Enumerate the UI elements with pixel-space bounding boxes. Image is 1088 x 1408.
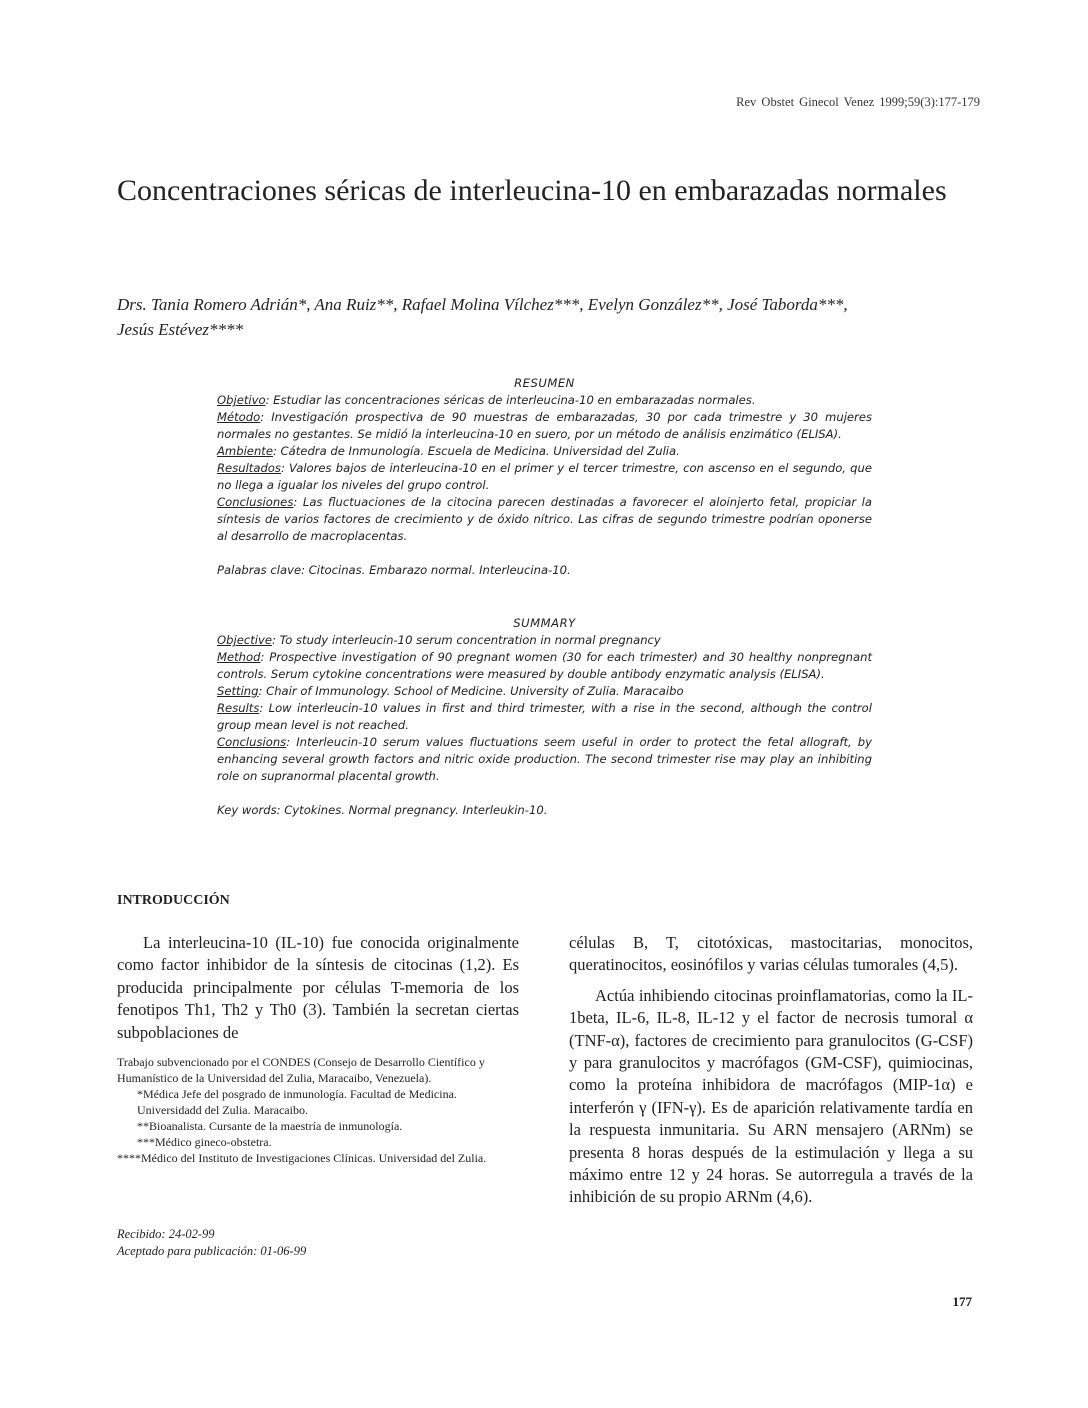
author-line-2: Jesús Estévez**** <box>117 320 244 339</box>
abstract-text: : Investigación prospectiva de 90 muestras de embarazadas, 30 por cada trimestre y 30 mujeres normales no gestantes. Se midió la interleucina-10 en suero, por un método de análisis enzimático (ELISA). <box>217 410 872 441</box>
intro-right-column <box>569 932 973 1217</box>
intro-paragraph: Actúa inhibiendo citocinas proinflamatorias, como la IL-1beta, IL-6, IL-8, IL-12 y el factor de necrosis tumoral α (TNF-α), factores de crecimiento para granulocitos (G-CSF) y para granulocitos y macrófagos (GM-CSF), quimiocinas, como la proteína inhibidora de macrófagos (MIP-1α) e interferón γ (IFN-γ). Es de aparición relativamente tardía en la respuesta inmunitaria. Su ARN mensajero (ARNm) se presenta 8 horas después de la estimulación y llega a su máximo entre 12 y 24 horas. Se autorregula a través de la inhibición de su propio ARNm (4,6). <box>569 985 973 1207</box>
intro-paragraph: células B, T, citotóxicas, mastocitarias, monocitos, queratinocitos, eosinófilos y varias células tumorales (4,5). <box>569 933 973 975</box>
resumen-block <box>217 375 872 579</box>
abstract-text: : Low interleucin-10 values in first and third trimester, with a rise in the second, although the control group mean level is not reached. <box>217 701 872 732</box>
received-date: Recibido: 24-02-99 <box>117 1227 215 1241</box>
abstract-text: : Cátedra de Inmunología. Escuela de Medicina. Universidad del Zulia. <box>272 444 680 458</box>
abstract-text: : To study interleucin-10 serum concentration in normal pregnancy <box>271 633 661 647</box>
abstract-text: : Prospective investigation of 90 pregnant women (30 for each trimester) and 30 healthy nonpregnant controls. Serum cytokine concentrations were measured by double antibody enzymatic analysis (ELISA). <box>217 650 872 681</box>
summary-method <box>217 649 872 683</box>
abstract-label: Resultados <box>217 461 281 475</box>
abstract-label: Conclusiones <box>217 495 294 509</box>
article-title: Concentraciones séricas de interleucina-10 en embarazadas normales <box>117 174 947 207</box>
abstract-text: : Chair of Immunology. School of Medicine. University of Zulia. Maracaibo <box>258 684 684 698</box>
abstract-text: : Estudiar las concentraciones séricas de interleucina-10 en embarazadas normales. <box>265 393 756 407</box>
resumen-resultados <box>217 460 872 494</box>
abstract-label: Results <box>217 701 260 715</box>
summary-heading: SUMMARY <box>513 616 576 630</box>
abstract-text: : Interleucin-10 serum values fluctuations seem useful in order to protect the fetal allograft, by enhancing several growth factors and nitric oxide production. The second trimester rise may play an inhibiting role on supranormal placental growth. <box>217 735 872 783</box>
resumen-ambiente <box>217 443 872 460</box>
intro-paragraph: La interleucina-10 (IL-10) fue conocida originalmente como factor inhibidor de la síntesis de citocinas (1,2). Es producida principalmente por células T-memoria de los fenotipos Th1, Th2 y Th0 (3). También la secretan ciertas subpoblaciones de <box>117 933 519 1042</box>
footnote-author-1: *Médica Jefe del posgrado de inmunología. Facultad de Medicina. Universidadd del Zulia. Maracaibo. <box>137 1087 457 1117</box>
resumen-heading: RESUMEN <box>514 376 575 390</box>
resumen-metodo <box>217 409 872 443</box>
footnote-author-2: **Bioanalista. Cursante de la maestría de inmunología. <box>137 1119 403 1133</box>
footnote-author-3: ***Médico gineco-obstetra. <box>137 1135 272 1149</box>
footnotes <box>117 1054 517 1166</box>
abstract-label: Method <box>217 650 261 664</box>
introduccion-heading: INTRODUCCIÓN <box>117 893 230 908</box>
footnote-funding: Trabajo subvencionado por el CONDES (Consejo de Desarrollo Científico y Humanístico de la Universidad del Zulia, Maracaibo, Venezuela). <box>117 1055 485 1085</box>
publication-dates <box>117 1226 517 1260</box>
journal-reference: Rev Obstet Ginecol Venez 1999;59(3):177-179 <box>736 95 980 109</box>
author-list <box>117 292 977 342</box>
abstract-label: Método <box>217 410 261 424</box>
summary-setting <box>217 683 872 700</box>
palabras-clave: Palabras clave: Citocinas. Embarazo normal. Interleucina-10. <box>217 563 571 577</box>
abstract-label: Ambiente <box>217 444 273 458</box>
footnote-author-4: ****Médico del Instituto de Investigaciones Clínicas. Universidad del Zulia. <box>117 1151 487 1165</box>
accepted-date: Aceptado para publicación: 01-06-99 <box>117 1244 307 1258</box>
abstract-label: Objetivo <box>217 393 266 407</box>
summary-conclusions <box>217 734 872 785</box>
resumen-conclusiones <box>217 494 872 545</box>
summary-objective <box>217 632 872 649</box>
abstract-text: : Las fluctuaciones de la citocina parecen destinadas a favorecer el aloinjerto fetal, propiciar la síntesis de varios factores de crecimiento y de óxido nítrico. Las cifras de segundo trimestre podrían oponerse al desarrollo de macroplacentas. <box>217 495 872 543</box>
author-line-1: Drs. Tania Romero Adrián*, Ana Ruiz**, Rafael Molina Vílchez***, Evelyn González**, José Taborda***, <box>117 295 848 314</box>
summary-block <box>217 615 872 819</box>
abstract-label: Conclusions <box>217 735 287 749</box>
summary-results <box>217 700 872 734</box>
intro-left-column <box>117 932 519 1052</box>
abstract-text: : Valores bajos de interleucina-10 en el primer y el tercer trimestre, con ascenso en el segundo, que no llega a igualar los niveles del grupo control. <box>217 461 872 492</box>
resumen-objetivo <box>217 392 872 409</box>
abstract-label: Setting <box>217 684 259 698</box>
key-words: Key words: Cytokines. Normal pregnancy. Interleukin-10. <box>217 803 548 817</box>
page-number: 177 <box>952 1294 972 1309</box>
abstract-label: Objective <box>217 633 272 647</box>
